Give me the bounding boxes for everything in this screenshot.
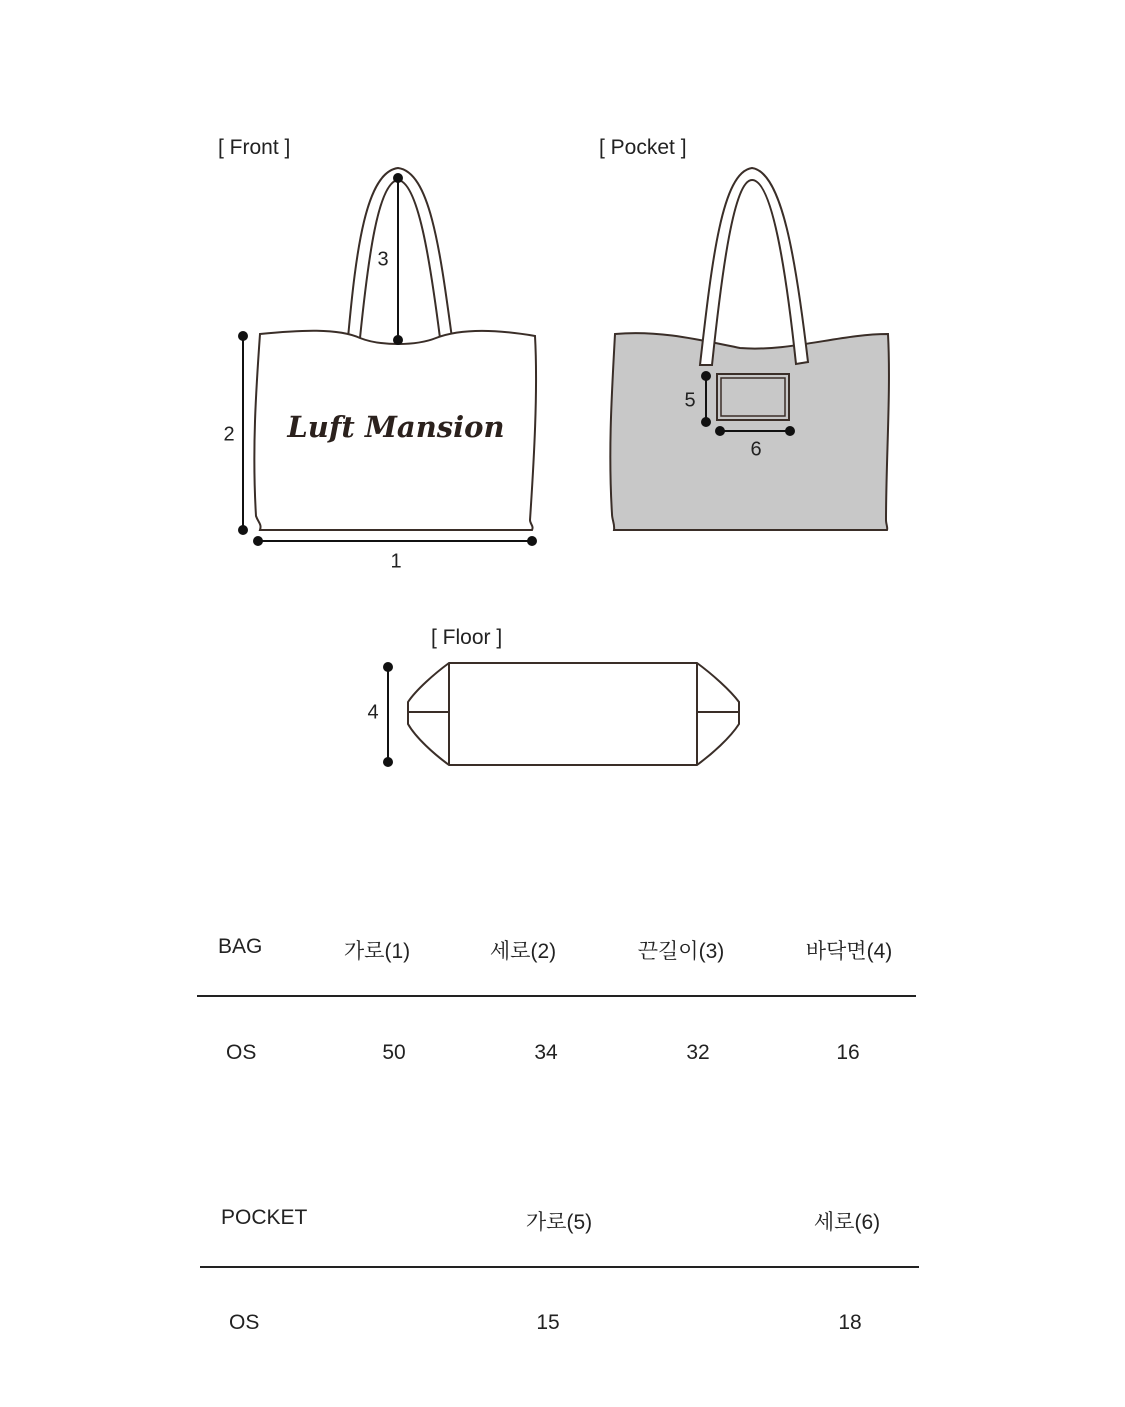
marker-6: 6 bbox=[750, 438, 762, 461]
bag-row-width: 50 bbox=[382, 1041, 406, 1064]
pocket-row-size: OS bbox=[229, 1311, 260, 1334]
bag-row-height: 34 bbox=[534, 1041, 558, 1064]
front-view-title: [ Front ] bbox=[218, 136, 291, 159]
marker-3: 3 bbox=[377, 248, 389, 271]
pocket-header-height: 세로(6) bbox=[813, 1211, 881, 1234]
bag-header-floor: 바닥면(4) bbox=[805, 940, 893, 963]
pocket-row-width: 15 bbox=[536, 1311, 560, 1334]
bag-row-strap: 32 bbox=[686, 1041, 710, 1064]
pocket-view-title: [ Pocket ] bbox=[599, 136, 687, 159]
pocket-header-pocket: POCKET bbox=[221, 1206, 308, 1229]
bag-header-width: 가로(1) bbox=[343, 940, 411, 963]
marker-2: 2 bbox=[223, 423, 235, 446]
brand-logo: Luft Mansion bbox=[287, 410, 505, 444]
bag-header-strap: 끈길이(3) bbox=[637, 940, 725, 963]
bag-header-height: 세로(2) bbox=[489, 940, 557, 963]
front-bag-drawing bbox=[254, 168, 536, 530]
bag-header-bag: BAG bbox=[218, 935, 263, 958]
marker-5: 5 bbox=[684, 389, 696, 412]
marker-1: 1 bbox=[390, 550, 402, 573]
pocket-row-height: 18 bbox=[838, 1311, 862, 1334]
pocket-table-divider bbox=[200, 1266, 919, 1268]
floor-bag-drawing bbox=[408, 663, 739, 765]
bag-row-floor: 16 bbox=[836, 1041, 860, 1064]
floor-view-title: [ Floor ] bbox=[431, 626, 503, 649]
floor-dimension-lines bbox=[384, 663, 392, 766]
marker-4: 4 bbox=[367, 701, 379, 724]
bag-row-size: OS bbox=[226, 1041, 257, 1064]
pocket-header-width: 가로(5) bbox=[525, 1211, 593, 1234]
pocket-bag-drawing bbox=[610, 168, 889, 530]
bag-table-divider bbox=[197, 995, 916, 997]
